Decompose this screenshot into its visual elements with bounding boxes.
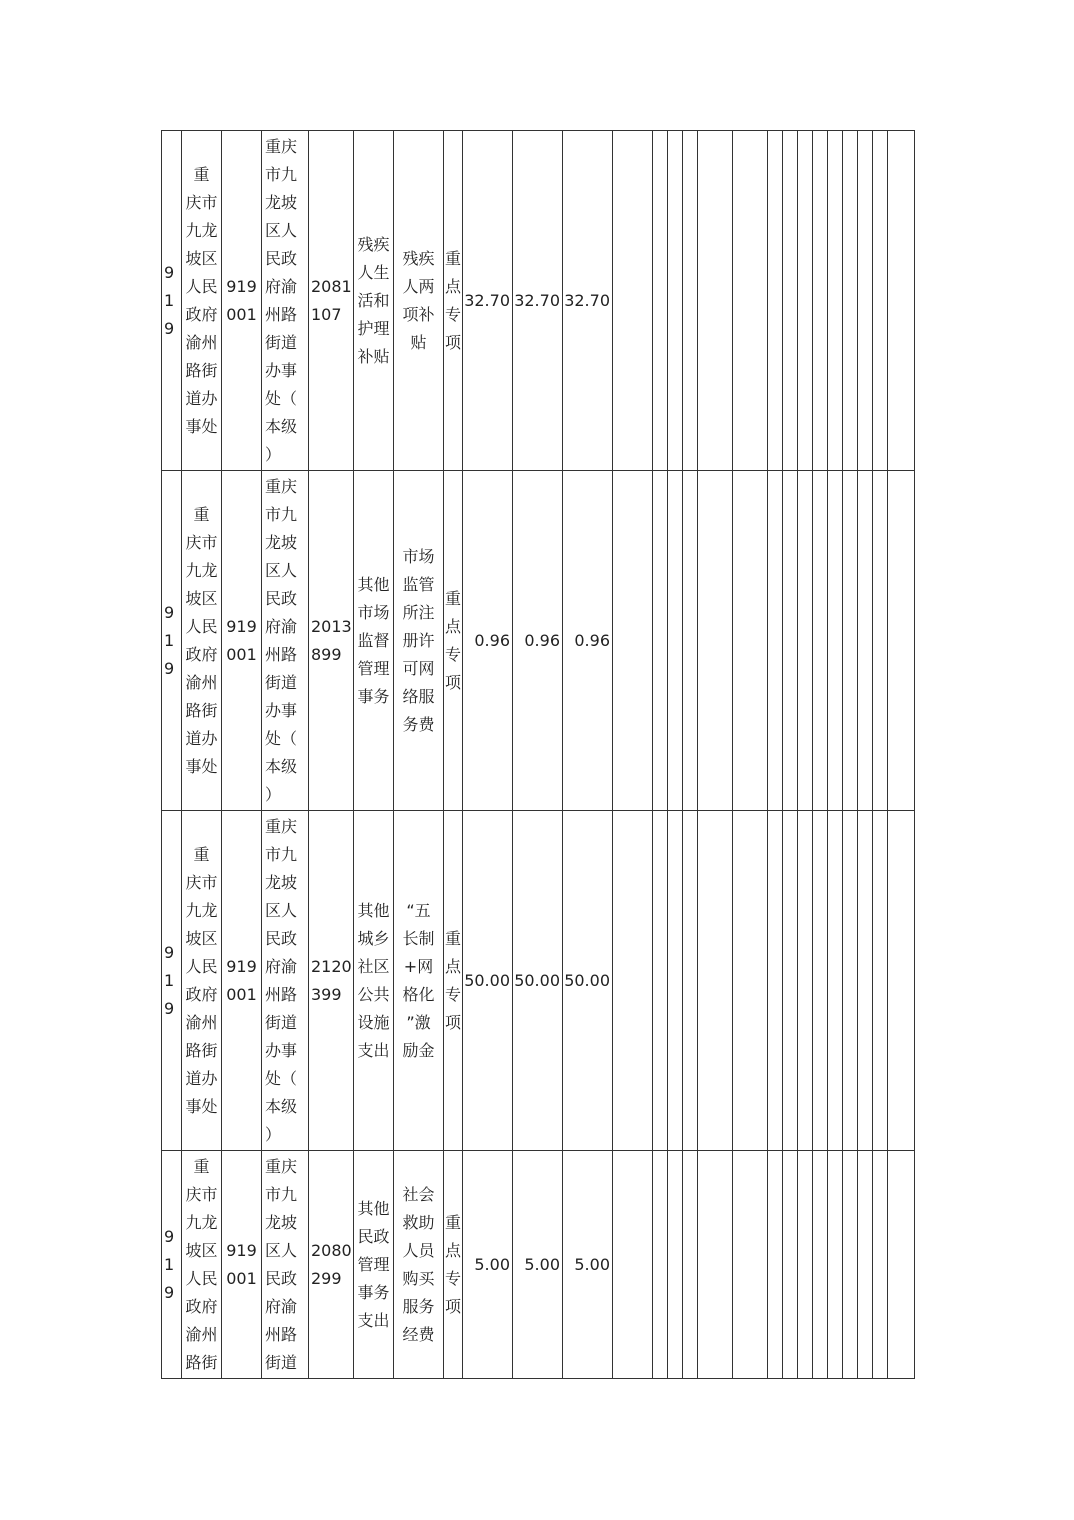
cell-text: 残疾 人两 项补 贴 (402, 249, 435, 352)
table-column-line (612, 130, 613, 1379)
project-type (444, 471, 462, 810)
amount-total (463, 811, 512, 1150)
table-column-line (914, 130, 915, 1379)
department-name (262, 131, 308, 470)
project-name (394, 471, 443, 810)
project-type (444, 131, 462, 470)
table-column-line (797, 130, 798, 1379)
amount-b (563, 1151, 612, 1378)
cell-value: 32.70 (514, 291, 560, 310)
cell-text: 9 1 9 (164, 943, 175, 1018)
cell-value: 50.00 (464, 971, 510, 990)
table-column-line (682, 130, 683, 1379)
unit-name (182, 471, 221, 810)
amount-a (513, 811, 562, 1150)
cell-text: 9 1 9 (164, 263, 175, 338)
cell-text: 重庆 市九 龙坡 区人 民政 府渝 州路 街道 办事 处（ 本级 ） (265, 137, 298, 464)
cell-value: 5.00 (574, 1255, 610, 1274)
cell-text: 重 点 专 项 (444, 589, 461, 692)
table-column-line (732, 130, 733, 1379)
cell-text: 重 庆市 九龙 坡区 人民 政府 渝州 路街 道办 事处 (185, 505, 218, 776)
amount-total (463, 131, 512, 470)
cell-text: 919 001 (226, 1241, 257, 1288)
cell-text: “五 长制 +网 格化 ”激 励金 (402, 901, 435, 1060)
subject-name (354, 471, 393, 810)
cell-value: 5.00 (524, 1255, 560, 1274)
cell-text: 重庆 市九 龙坡 区人 民政 府渝 州路 街道 办事 处（ 本级 ） (265, 477, 298, 804)
subject-code (309, 131, 353, 470)
unit-name (182, 1151, 221, 1378)
cell-value: 32.70 (464, 291, 510, 310)
cell-text: 重庆 市九 龙坡 区人 民政 府渝 州路 街道 办事 处（ 本级 ） (265, 817, 298, 1144)
project-name (394, 131, 443, 470)
cell-text: 9 1 9 (164, 1227, 175, 1302)
cell-text: 其他 民政 管理 事务 支出 (357, 1199, 390, 1330)
cell-text: 重 点 专 项 (444, 249, 461, 352)
cell-value: 5.00 (474, 1255, 510, 1274)
cell-value: 50.00 (564, 971, 610, 990)
unit-code (222, 811, 261, 1150)
table-column-line (827, 130, 828, 1379)
subject-code (309, 811, 353, 1150)
subject-code (309, 471, 353, 810)
unit-code (222, 471, 261, 810)
cell-value: 0.96 (574, 631, 610, 650)
amount-a (513, 1151, 562, 1378)
row-index (162, 1151, 181, 1378)
table-column-line (812, 130, 813, 1379)
table-column-line (667, 130, 668, 1379)
cell-text: 9 1 9 (164, 603, 175, 678)
cell-text: 重庆 市九 龙坡 区人 民政 府渝 州路 街道 (265, 1157, 298, 1372)
cell-value: 32.70 (564, 291, 610, 310)
amount-b (563, 471, 612, 810)
row-index (162, 811, 181, 1150)
table-column-line (652, 130, 653, 1379)
project-name (394, 811, 443, 1150)
amount-total (463, 471, 512, 810)
subject-name (354, 131, 393, 470)
table-column-line (782, 130, 783, 1379)
cell-text: 919 001 (226, 277, 257, 324)
unit-name (182, 131, 221, 470)
department-name (262, 811, 308, 1150)
department-name (262, 471, 308, 810)
unit-name (182, 811, 221, 1150)
cell-text: 重 点 专 项 (444, 929, 461, 1032)
cell-text: 残疾 人生 活和 护理 补贴 (357, 235, 390, 366)
project-name (394, 1151, 443, 1378)
cell-text: 市场 监管 所注 册许 可网 络服 务费 (402, 547, 435, 734)
cell-text: 重 庆市 九龙 坡区 人民 政府 渝州 路街 道办 事处 (185, 845, 218, 1116)
table-column-line (767, 130, 768, 1379)
cell-text: 重 庆市 九龙 坡区 人民 政府 渝州 路街 道办 事处 (185, 165, 218, 436)
subject-code (309, 1151, 353, 1378)
cell-value: 50.00 (514, 971, 560, 990)
unit-code (222, 1151, 261, 1378)
row-index (162, 131, 181, 470)
cell-value: 0.96 (524, 631, 560, 650)
amount-total (463, 1151, 512, 1378)
table-column-line (697, 130, 698, 1379)
cell-text: 919 001 (226, 617, 257, 664)
cell-text: 2120 399 (311, 957, 352, 1004)
amount-a (513, 471, 562, 810)
amount-b (563, 811, 612, 1150)
cell-text: 2013 899 (311, 617, 352, 664)
cell-text: 其他 市场 监督 管理 事务 (357, 575, 390, 706)
cell-value: 0.96 (474, 631, 510, 650)
table-column-line (887, 130, 888, 1379)
row-index (162, 471, 181, 810)
subject-name (354, 1151, 393, 1378)
cell-text: 其他 城乡 社区 公共 设施 支出 (357, 901, 390, 1060)
cell-text: 2081 107 (311, 277, 352, 324)
table-row-line (161, 1378, 915, 1379)
table-column-line (872, 130, 873, 1379)
table-column-line (857, 130, 858, 1379)
cell-text: 重 庆市 九龙 坡区 人民 政府 渝州 路街 (185, 1157, 218, 1372)
unit-code (222, 131, 261, 470)
project-type (444, 811, 462, 1150)
amount-a (513, 131, 562, 470)
table-column-line (842, 130, 843, 1379)
cell-text: 2080 299 (311, 1241, 352, 1288)
project-type (444, 1151, 462, 1378)
cell-text: 919 001 (226, 957, 257, 1004)
cell-text: 社会 救助 人员 购买 服务 经费 (402, 1185, 435, 1344)
subject-name (354, 811, 393, 1150)
cell-text: 重 点 专 项 (444, 1213, 461, 1316)
amount-b (563, 131, 612, 470)
department-name (262, 1151, 308, 1378)
